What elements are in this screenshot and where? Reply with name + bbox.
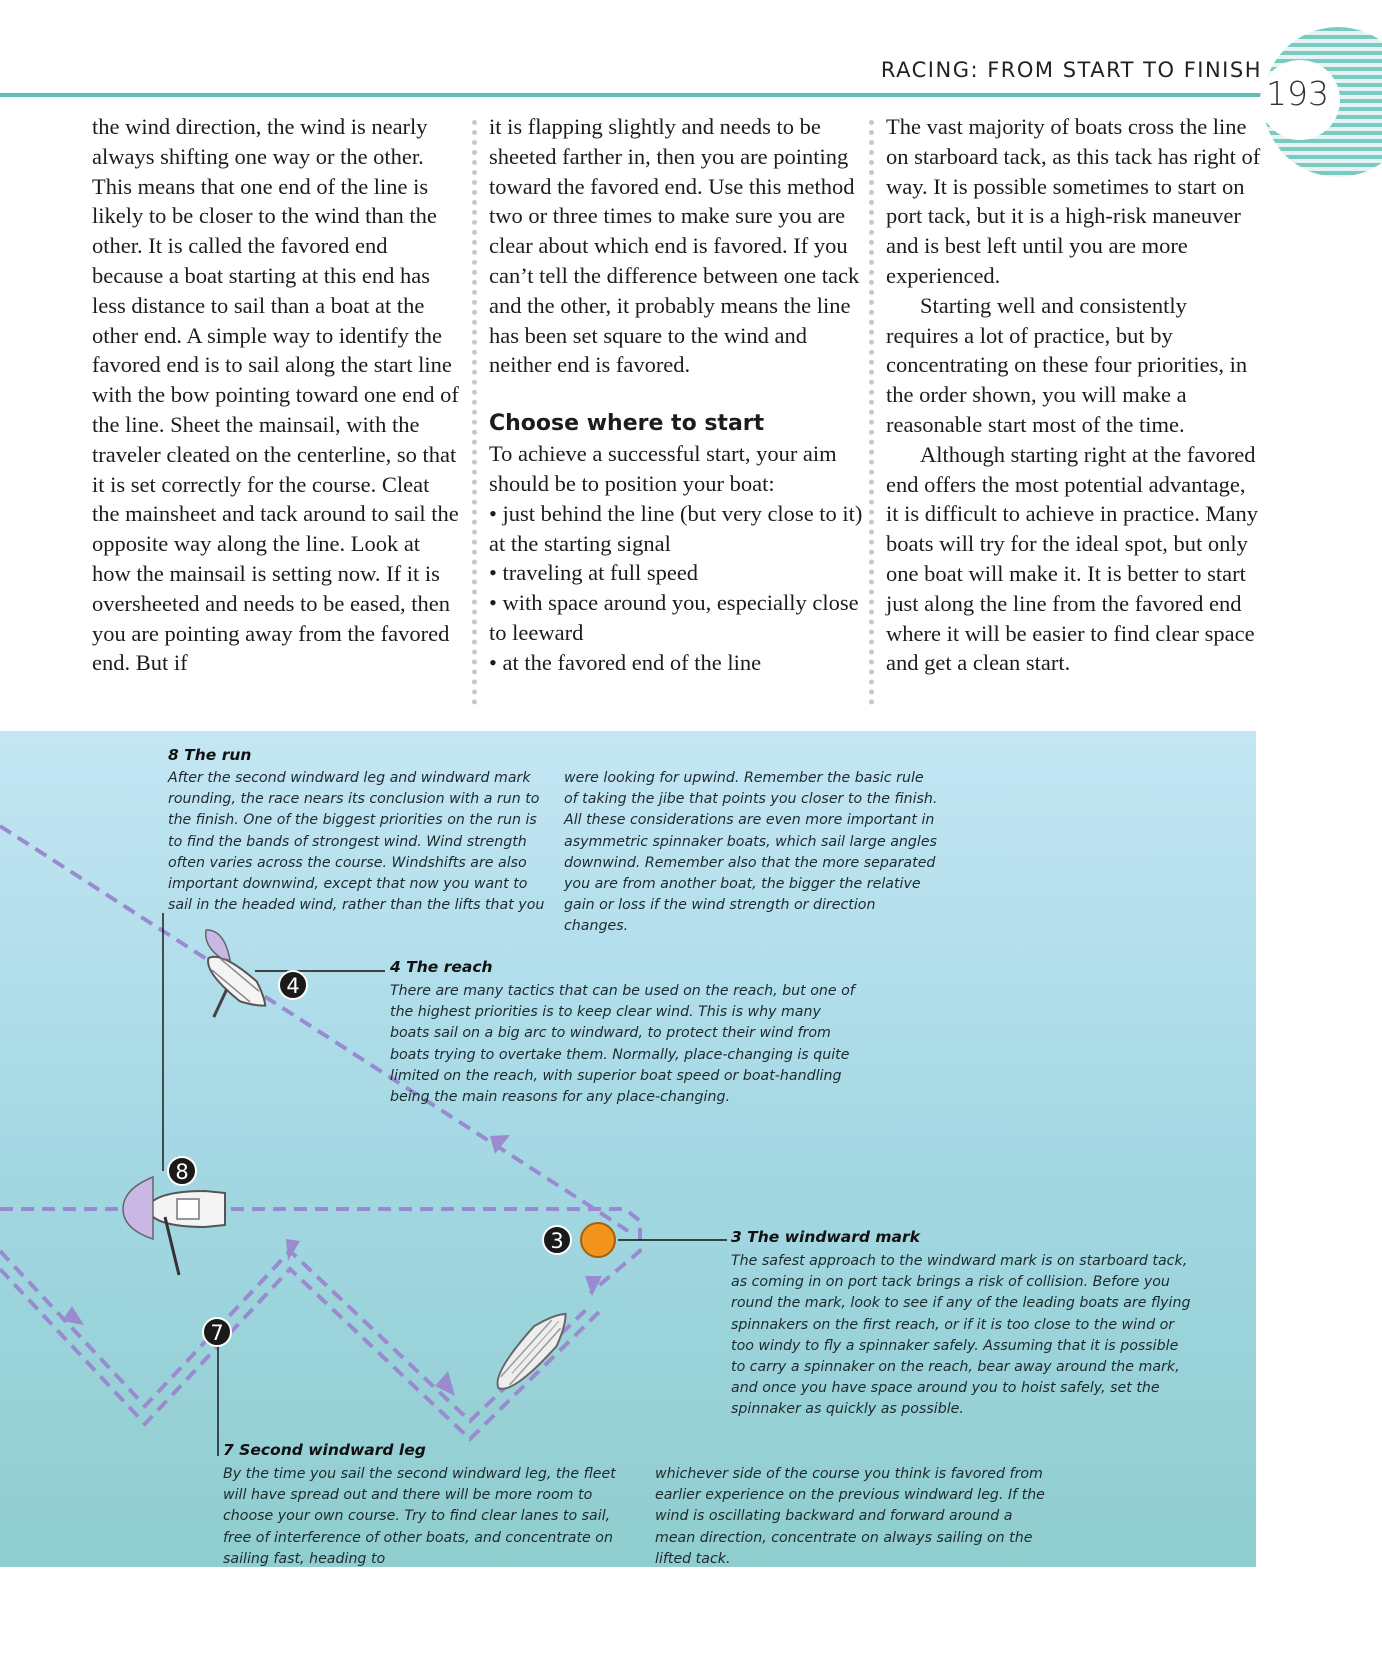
caption-second-windward-text-continued: whichever side of the course you think is favored from earlier experience on the previous windward leg. If the wind is oscillating backward and forward around a mean direction, concentrate on always sailing on the lifted tack.	[655, 1466, 1045, 1567]
section-intro: To achieve a successful start, your aim should be to position your boat:	[489, 441, 837, 496]
column-divider-2	[869, 120, 874, 705]
caption-reach-text: There are many tactics that can be used on the reach, but one of the highest priorities is to keep clear wind. This is why many boats sail on a big arc to windward, to protect their wind from boats trying to overtake them. Normally, place-changing is quite limited on the reach, with superior boat speed or boat-handling being the main reasons for any place-changing.	[390, 983, 855, 1106]
course-path-windward-b	[0, 1269, 600, 1439]
header-rule	[0, 93, 1270, 97]
course-arrow	[585, 1276, 602, 1296]
bullet-item: • traveling at full speed	[489, 560, 699, 586]
caption-run-title: 8 The run	[168, 746, 252, 764]
text-column-1	[92, 112, 462, 678]
bullet-item: • with space around you, especially close to leeward	[489, 590, 859, 645]
section-heading: Choose where to start	[489, 411, 765, 437]
course-arrow	[490, 1135, 510, 1154]
course-arrow	[286, 1239, 300, 1261]
page-number: 193	[1266, 74, 1329, 113]
marker-4	[279, 971, 307, 999]
text-column-3	[886, 112, 1262, 678]
caption-windward-mark-text: The safest approach to the windward mark is on starboard tack, as coming in on port tack brings a risk of collision. Before you round the mark, look to see if any of the leading boats are flying spinnakers on the first reach, or if it is too close to the wind or too windy to fly a spinnaker safely. Assuming that it is possible to carry a spinnaker on the reach, bear away around the mark, and once you have space around you to hoist safely, set the spinnaker as quickly as possible.	[731, 1253, 1191, 1418]
caption-reach-title: 4 The reach	[390, 958, 493, 976]
course-path-windward	[0, 1251, 590, 1421]
column-3-paragraph: Starting well and consistently requires a lot of practice, but by concentrating on these four priorities, in the order shown, you will make a reasonable start most of the time.	[886, 292, 1248, 437]
bullet-item: • at the favored end of the line	[489, 649, 762, 675]
caption-windward-mark-title: 3 The windward mark	[731, 1228, 920, 1246]
bullet-item: • just behind the line (but very close to it) at the starting signal	[489, 500, 863, 556]
caption-second-windward-title: 7 Second windward leg	[223, 1441, 426, 1459]
column-1-paragraph: the wind direction, the wind is nearly always shifting one way or the other. This means that one end of the line is likely to be closer to the wind than the other. It is called the favored end because a boat starting at this end has less distance to sail than a boat at the other end. A simple way to identify the favored end is to sail along the start line with the bow pointing toward one end of the line. Sheet the mainsail, with the traveler cleated on the centerline, so that it is set correctly for the course. Cleat the mainsheet and tack around to sail the opposite way along the line. Look at how the mainsail is setting now. If it is oversheeted and needs to be eased, then you are pointing away from the favored end. But if	[92, 114, 459, 676]
column-3-paragraph: Although starting right at the favored end offers the most potential advantage, it is difficult to achieve in practice. Many boats will try for the ideal spot, but only one boat will make it. It is better to start just along the line from the favored end where it will be easier to find clear space and get a clean start.	[886, 441, 1258, 676]
svg-text:3: 3	[550, 1229, 564, 1253]
caption-run-text-continued: were looking for upwind. Remember the basic rule of taking the jibe that points you closer to the finish. All these considerations are even more important in asymmetric spinnaker boats, which sail large angles downwind. Remember also that the more separated you are from another boat, the bigger the relative gain or loss if the wind strength or direction changes.	[564, 770, 938, 935]
running-header: RACING: FROM START TO FINISH	[880, 58, 1262, 82]
boat-beating	[487, 1304, 576, 1398]
text-column-2	[489, 112, 863, 678]
windward-mark-buoy	[581, 1223, 615, 1257]
caption-second-windward-text: By the time you sail the second windward leg, the fleet will have spread out and there will be more room to choose your own course. Try to find clear lanes to sail, free of interference of other boats, and concentrate on sailing fast, heading to	[223, 1466, 616, 1567]
svg-text:8: 8	[175, 1160, 189, 1184]
column-2-paragraph: it is flapping slightly and needs to be sheeted farther in, then you are pointing toward the favored end. Use this method two or three times to make sure you are clear about which end is favored. If you can’t tell the difference between one tack and the other, it probably means the line has been set square to the wind and neither end is favored.	[489, 114, 860, 378]
marker-3	[543, 1226, 571, 1254]
marker-8	[168, 1157, 196, 1185]
boat-running	[123, 1177, 225, 1275]
marker-7	[203, 1318, 231, 1346]
caption-run-text: After the second windward leg and windward mark rounding, the race nears its conclusion with a run to the finish. One of the biggest priorities on the run is to find the bands of strongest wind. Wind strength often varies across the course. Windshifts are also important downwind, except that now you want to sail in the headed wind, rather than the lifts that you	[168, 770, 545, 914]
svg-text:4: 4	[286, 974, 300, 998]
column-3-paragraph: The vast majority of boats cross the line on starboard tack, as this tack has right of way. It is possible sometimes to start on port tack, but it is a high-risk maneuver and is best left until you are more experienced.	[886, 114, 1261, 288]
race-course-diagram	[0, 731, 1256, 1567]
course-arrow	[435, 1371, 455, 1396]
svg-text:7: 7	[210, 1321, 224, 1345]
column-divider-1	[472, 120, 477, 705]
